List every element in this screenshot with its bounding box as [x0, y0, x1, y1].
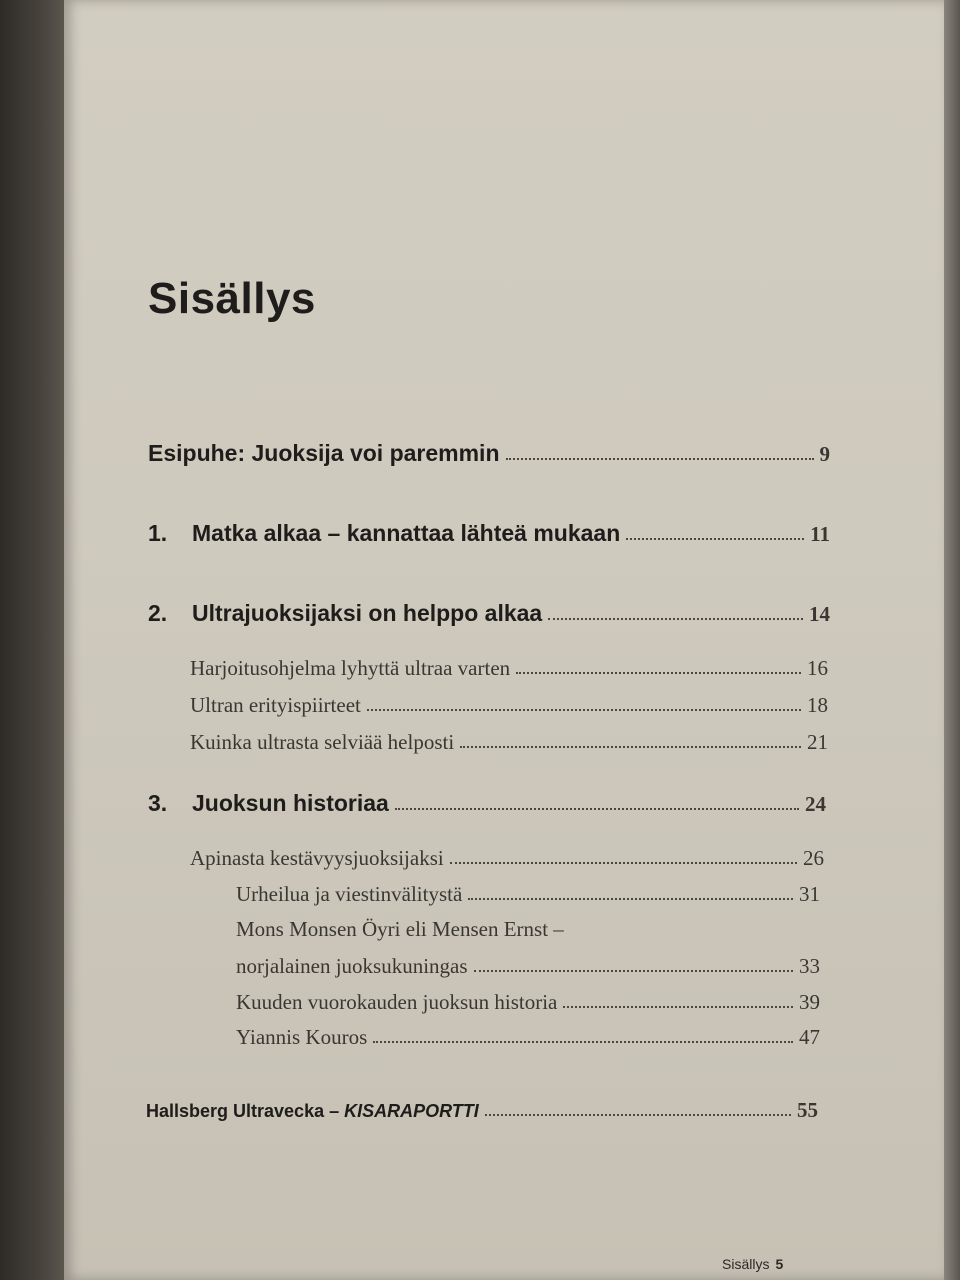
dot-leader [460, 746, 801, 748]
toc-entry-label: Urheilua ja viestinvälitystä [236, 882, 463, 906]
dot-leader [450, 862, 797, 864]
toc-entry-race-report[interactable] [146, 1098, 818, 1123]
dot-leader [373, 1041, 793, 1043]
dot-leader [626, 538, 804, 540]
toc-entry-page: 16 [807, 656, 828, 680]
footer-section: Sisällys [722, 1256, 770, 1272]
toc-entry-page: 24 [805, 792, 826, 816]
toc-entry-page: 9 [819, 442, 830, 466]
toc-entry-label: Kuinka ultrasta selviää helposti [190, 730, 455, 754]
toc-entry-section[interactable] [190, 730, 828, 755]
toc-entry-label: Apinasta kestävyysjuoksijaksi [190, 846, 444, 870]
toc-entry-page: 21 [807, 730, 828, 754]
toc-entry-page: 31 [799, 882, 820, 906]
toc-entry-page: 55 [797, 1098, 818, 1122]
toc-entry-section[interactable] [190, 693, 828, 718]
toc-entry-label: Mons Monsen Öyri eli Mensen Ernst – [236, 917, 564, 941]
toc-entry-subsection[interactable] [236, 1025, 820, 1050]
toc-entry-page: 47 [799, 1025, 820, 1049]
chapter-number: 1. [148, 520, 168, 546]
toc-entry-page: 11 [810, 522, 830, 546]
running-footer [722, 1256, 783, 1272]
toc-entry-chapter-3[interactable] [148, 790, 826, 817]
dot-leader [474, 970, 793, 972]
toc-entry-chapter-1[interactable] [148, 520, 830, 547]
toc-entry-page: 18 [807, 693, 828, 717]
toc-entry-label: Juoksun historiaa [192, 790, 389, 816]
dot-leader [367, 709, 801, 711]
chapter-number: 2. [148, 600, 168, 626]
page-title: Sisällys [148, 274, 316, 323]
toc-entry-section[interactable] [190, 846, 824, 871]
toc-entry-page: 26 [803, 846, 824, 870]
toc-entry-label: Ultran erityispiirteet [190, 693, 361, 717]
dot-leader [485, 1114, 791, 1116]
toc-entry-label: Harjoitusohjelma lyhyttä ultraa varten [190, 656, 511, 680]
dot-leader [468, 898, 793, 900]
toc-entry-label: Matka alkaa – kannattaa lähteä mukaan [192, 520, 621, 546]
toc-entry-page: 33 [799, 954, 820, 978]
toc-entry-label: Kuuden vuorokauden juoksun historia [236, 990, 558, 1014]
toc-entry-section[interactable] [190, 656, 828, 681]
toc-entry-subsection-line [236, 917, 564, 942]
toc-entry-label: Ultrajuoksijaksi on helppo alkaa [192, 600, 543, 626]
toc-entry-label: norjalainen juoksukuningas [236, 954, 468, 978]
footer-page-number: 5 [775, 1256, 784, 1272]
toc-entry-page: 14 [809, 602, 830, 626]
dot-leader [563, 1006, 793, 1008]
toc-entry-preface[interactable] [148, 440, 830, 467]
toc-entry-label: Hallsberg Ultravecka – [146, 1101, 345, 1121]
toc-entry-page: 39 [799, 990, 820, 1014]
toc-entry-subsection[interactable] [236, 882, 820, 907]
toc-entry-label: Yiannis Kouros [236, 1025, 368, 1049]
toc-entry-label-italic: KISARAPORTTI [344, 1101, 479, 1121]
dot-leader [395, 808, 799, 810]
toc-entry-subsection[interactable] [236, 990, 820, 1015]
dot-leader [506, 458, 814, 460]
toc-entry-label: Esipuhe: Juoksija voi paremmin [148, 440, 500, 466]
toc-entry-subsection[interactable] [236, 954, 820, 979]
toc-entry-chapter-2[interactable] [148, 600, 830, 627]
dot-leader [516, 672, 801, 674]
chapter-number: 3. [148, 790, 168, 816]
dot-leader [548, 618, 803, 620]
